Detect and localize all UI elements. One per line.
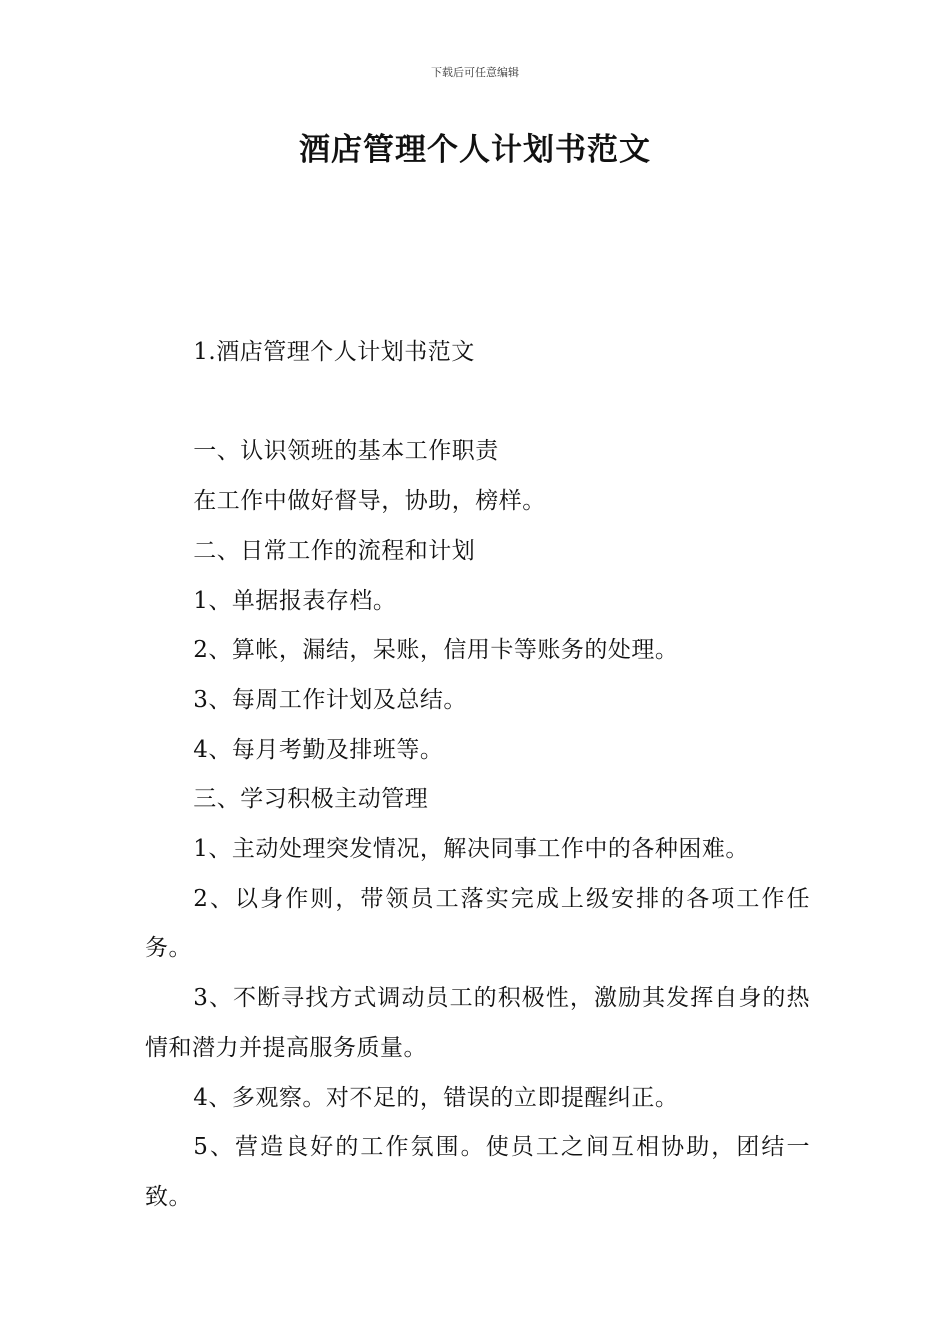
paragraph: 三、学习积极主动管理 xyxy=(193,786,429,813)
paragraph: 3、不断寻找方式调动员工的积极性，激励其发挥自身的热情和潜力并提高服务质量。 xyxy=(145,985,810,1061)
paragraph: 4、每月考勤及排班等。 xyxy=(193,736,444,763)
paragraph: 4、多观察。对不足的，错误的立即提醒纠正。 xyxy=(193,1084,679,1111)
paragraph: 一、认识领班的基本工作职责 xyxy=(193,438,499,465)
document-title: 酒店管理个人计划书范文 xyxy=(299,132,651,168)
section-title: 1.酒店管理个人计划书范文 xyxy=(193,339,475,365)
paragraph: 3、每周工作计划及总结。 xyxy=(193,686,467,713)
paragraph: 2、以身作则，带领员工落实完成上级安排的各项工作任务。 xyxy=(145,885,810,962)
paragraph: 1、主动处理突发情况，解决同事工作中的各种困难。 xyxy=(193,836,749,863)
paragraph: 二、日常工作的流程和计划 xyxy=(193,537,476,564)
paragraph: 在工作中做好督导，协助，榜样。 xyxy=(193,488,546,515)
header-note: 下载后可任意编辑 xyxy=(431,66,519,79)
paragraph: 5、营造良好的工作氛围。使员工之间互相协助，团结一致。 xyxy=(145,1134,810,1210)
paragraph: 2、算帐，漏结，呆账，信用卡等账务的处理。 xyxy=(193,637,679,664)
document-body xyxy=(145,328,810,1223)
paragraph: 1、单据报表存档。 xyxy=(193,587,397,614)
